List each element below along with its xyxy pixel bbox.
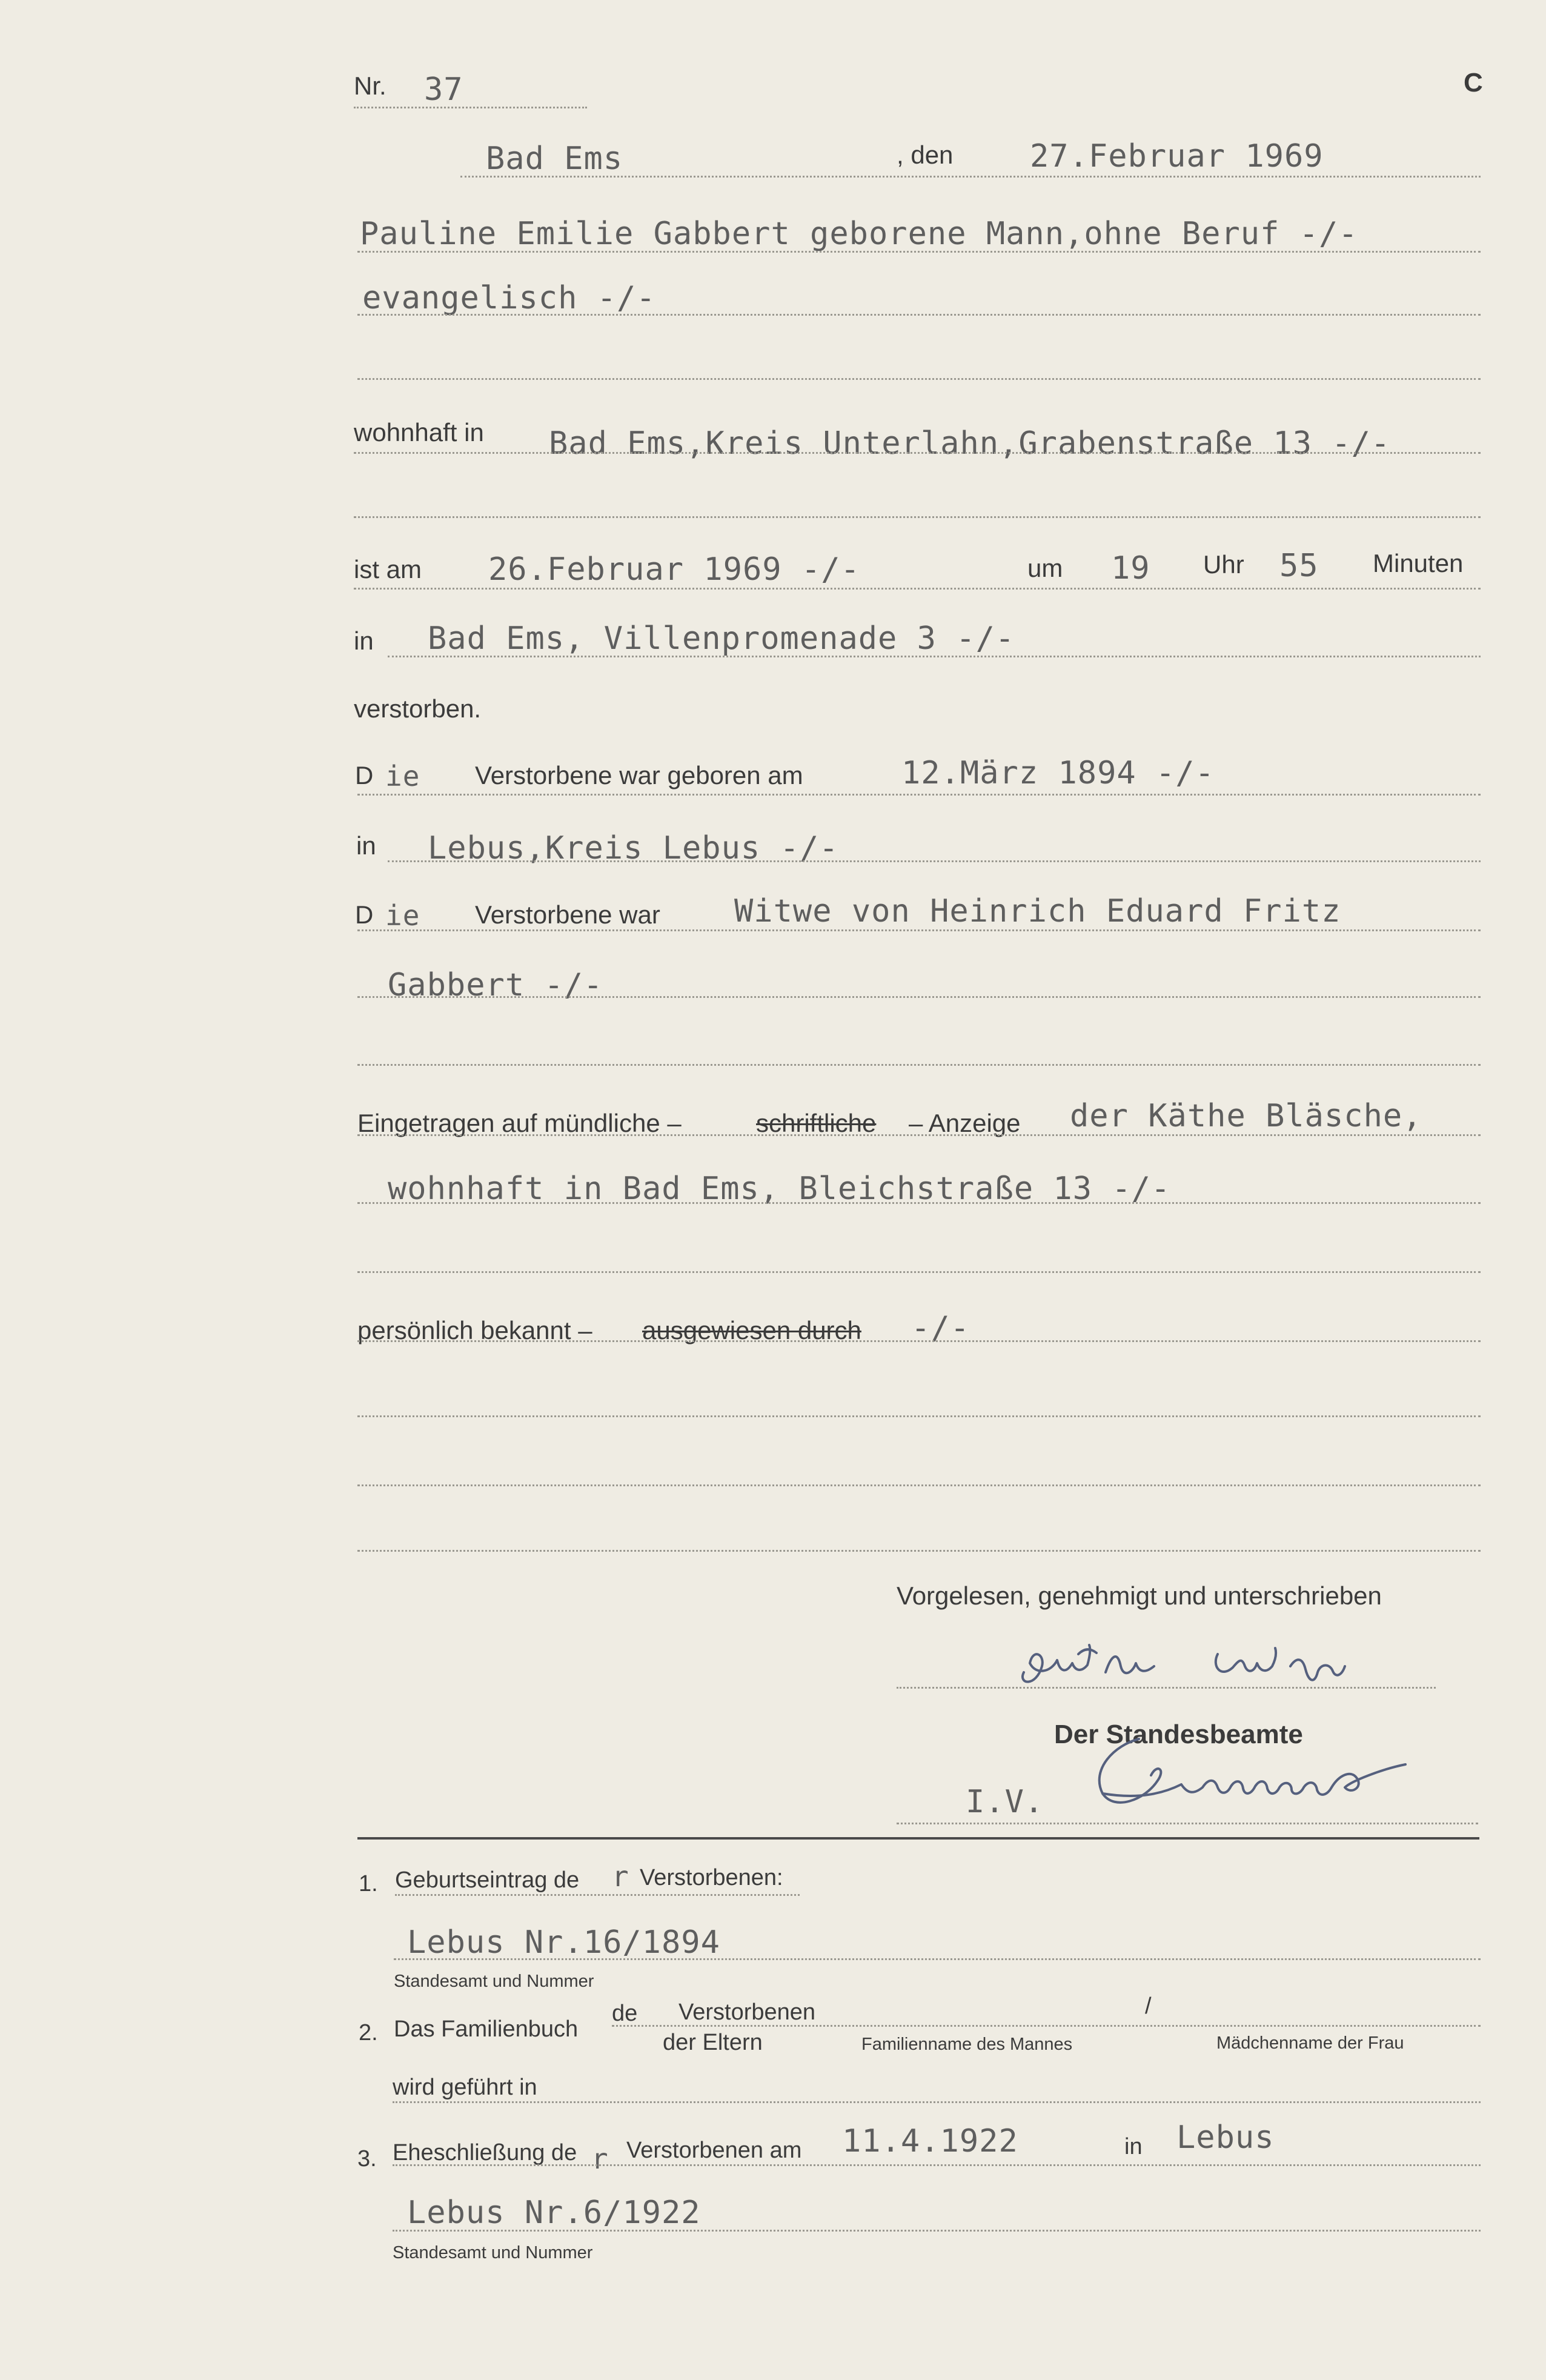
birth-label: Verstorbene war geboren am xyxy=(475,761,803,789)
note-3-dotted-line xyxy=(393,2164,1481,2166)
note-3-value-line xyxy=(393,2230,1481,2232)
note-2-eltern: der Eltern xyxy=(663,2030,763,2055)
marriage-date: 11.4.1922 xyxy=(842,2123,1018,2159)
record-date: 27.Februar 1969 xyxy=(1030,138,1324,175)
nr-dotted-line xyxy=(354,107,587,108)
note-3-value: Lebus Nr.6/1922 xyxy=(407,2195,701,2231)
note-2-wird-label: wird geführt in xyxy=(393,2075,537,2100)
marital-line-1: Witwe von Heinrich Eduard Fritz xyxy=(734,893,1341,929)
note-3-label-b: Verstorbenen am xyxy=(626,2138,802,2163)
read-approved-label: Vorgelesen, genehmigt und unterschrieben xyxy=(897,1581,1382,1610)
note-3-in-label: in xyxy=(1124,2134,1143,2159)
note-2-dotted-line xyxy=(612,2025,1481,2027)
residence-dotted-line xyxy=(354,452,1481,454)
registrar-label: Der Standesbeamte xyxy=(1054,1720,1303,1749)
informant-dotted-line-2 xyxy=(357,1202,1481,1204)
religion-dotted-line xyxy=(357,314,1481,316)
note-2-caption-wife: Mädchenname der Frau xyxy=(1216,2033,1404,2053)
residence-blank-line xyxy=(354,516,1481,518)
ist-am-label: ist am xyxy=(354,555,422,583)
blank-line-c xyxy=(357,1550,1481,1552)
marital-line-2: Gabbert -/- xyxy=(388,967,603,1003)
uhr-label: Uhr xyxy=(1203,550,1244,579)
um-label: um xyxy=(1027,554,1063,582)
note-3-number: 3. xyxy=(357,2146,377,2172)
registrar-signature-line xyxy=(897,1823,1478,1824)
note-1-label-b: Verstorbenen: xyxy=(640,1865,783,1890)
iv-label: I.V. xyxy=(966,1784,1044,1820)
nr-label: Nr. xyxy=(354,71,386,100)
birth-place-dotted-line xyxy=(388,860,1481,862)
name-dotted-line xyxy=(357,251,1481,253)
note-1-caption: Standesamt und Nummer xyxy=(394,1972,594,1991)
known-value: -/- xyxy=(911,1310,970,1346)
informant-blank-line xyxy=(357,1271,1481,1273)
registrar-signature xyxy=(1066,1727,1466,1824)
registration-struck-schriftliche: schriftliche xyxy=(756,1109,877,1137)
date-dotted-line xyxy=(460,176,1481,178)
informant-signature-line xyxy=(897,1687,1436,1689)
note-1-value: Lebus Nr.16/1894 xyxy=(407,1924,720,1961)
marital-dotted-line-2 xyxy=(357,996,1481,998)
birth-date: 12.März 1894 -/- xyxy=(901,755,1215,791)
note-2-label: Das Familienbuch xyxy=(394,2016,579,2042)
known-dotted-line xyxy=(357,1340,1481,1342)
note-1-dotted-line xyxy=(394,1958,1481,1960)
birth-die-prefix: D xyxy=(355,761,374,789)
death-time-dotted-line xyxy=(354,588,1481,590)
minuten-label: Minuten xyxy=(1373,549,1464,577)
blank-line-a xyxy=(357,1415,1481,1417)
death-minutes: 55 xyxy=(1279,548,1319,584)
blank-line-b xyxy=(357,1484,1481,1486)
note-1-label-underline xyxy=(395,1894,800,1896)
marital-label: Verstorbene war xyxy=(475,900,660,929)
birth-date-dotted-line xyxy=(357,794,1481,796)
death-place: Bad Ems, Villenpromenade 3 -/- xyxy=(428,620,1015,657)
note-1-label-a: Geburtseintrag de xyxy=(395,1867,580,1893)
registration-label-end: – Anzeige xyxy=(909,1109,1021,1137)
note-3-caption: Standesamt und Nummer xyxy=(393,2243,593,2262)
den-label: , den xyxy=(897,141,954,169)
note-2-de: de xyxy=(612,2001,638,2026)
marriage-place: Lebus xyxy=(1176,2119,1275,2156)
death-in-label: in xyxy=(354,627,374,655)
nr-value: 37 xyxy=(424,71,463,108)
note-2-caption-husband: Familienname des Mannes xyxy=(861,2035,1073,2054)
death-place-dotted-line xyxy=(388,656,1481,657)
note-3-label-a: Eheschließung de xyxy=(393,2140,577,2166)
known-label: persönlich bekannt – xyxy=(357,1316,592,1345)
note-2-location-line xyxy=(393,2101,1481,2103)
residence-value: Bad Ems,Kreis Unterlahn,Grabenstraße 13 -/- xyxy=(549,425,1391,462)
death-hour: 19 xyxy=(1111,550,1150,587)
verstorben-label: verstorben. xyxy=(354,694,482,723)
place-value: Bad Ems xyxy=(486,141,623,177)
death-date: 26.Februar 1969 -/- xyxy=(488,551,860,588)
registration-label-start: Eingetragen auf mündliche – xyxy=(357,1109,682,1137)
birth-die-suffix: ie xyxy=(385,760,420,793)
religion-line: evangelisch -/- xyxy=(362,280,656,316)
section-divider xyxy=(357,1837,1479,1840)
marital-blank-line xyxy=(357,1064,1481,1066)
deceased-name-line: Pauline Emilie Gabbert geborene Mann,ohne Beruf -/- xyxy=(360,216,1358,252)
marital-die-suffix: ie xyxy=(385,899,420,932)
blank-dotted-line xyxy=(357,378,1481,380)
marital-dotted-line-1 xyxy=(357,929,1481,931)
informant-line-2: wohnhaft in Bad Ems, Bleichstraße 13 -/- xyxy=(388,1171,1171,1207)
informant-dotted-line-1 xyxy=(357,1134,1481,1136)
note-1-number: 1. xyxy=(359,1871,378,1896)
birth-in-label: in xyxy=(356,831,376,860)
note-2-slash: / xyxy=(1145,1993,1152,2019)
wohnhaft-label: wohnhaft in xyxy=(354,418,484,447)
birth-place: Lebus,Kreis Lebus -/- xyxy=(428,830,839,866)
known-struck-ausgewiesen: ausgewiesen durch xyxy=(642,1316,861,1345)
note-2-verstorbenen: Verstorbenen xyxy=(678,1999,816,2025)
note-3-fill: r xyxy=(591,2142,609,2175)
note-2-number: 2. xyxy=(359,2020,378,2046)
marital-die-prefix: D xyxy=(355,900,374,929)
informant-line-1: der Käthe Bläsche, xyxy=(1070,1098,1422,1134)
note-1-fill: r xyxy=(612,1860,629,1893)
register-letter: C xyxy=(1464,68,1483,98)
